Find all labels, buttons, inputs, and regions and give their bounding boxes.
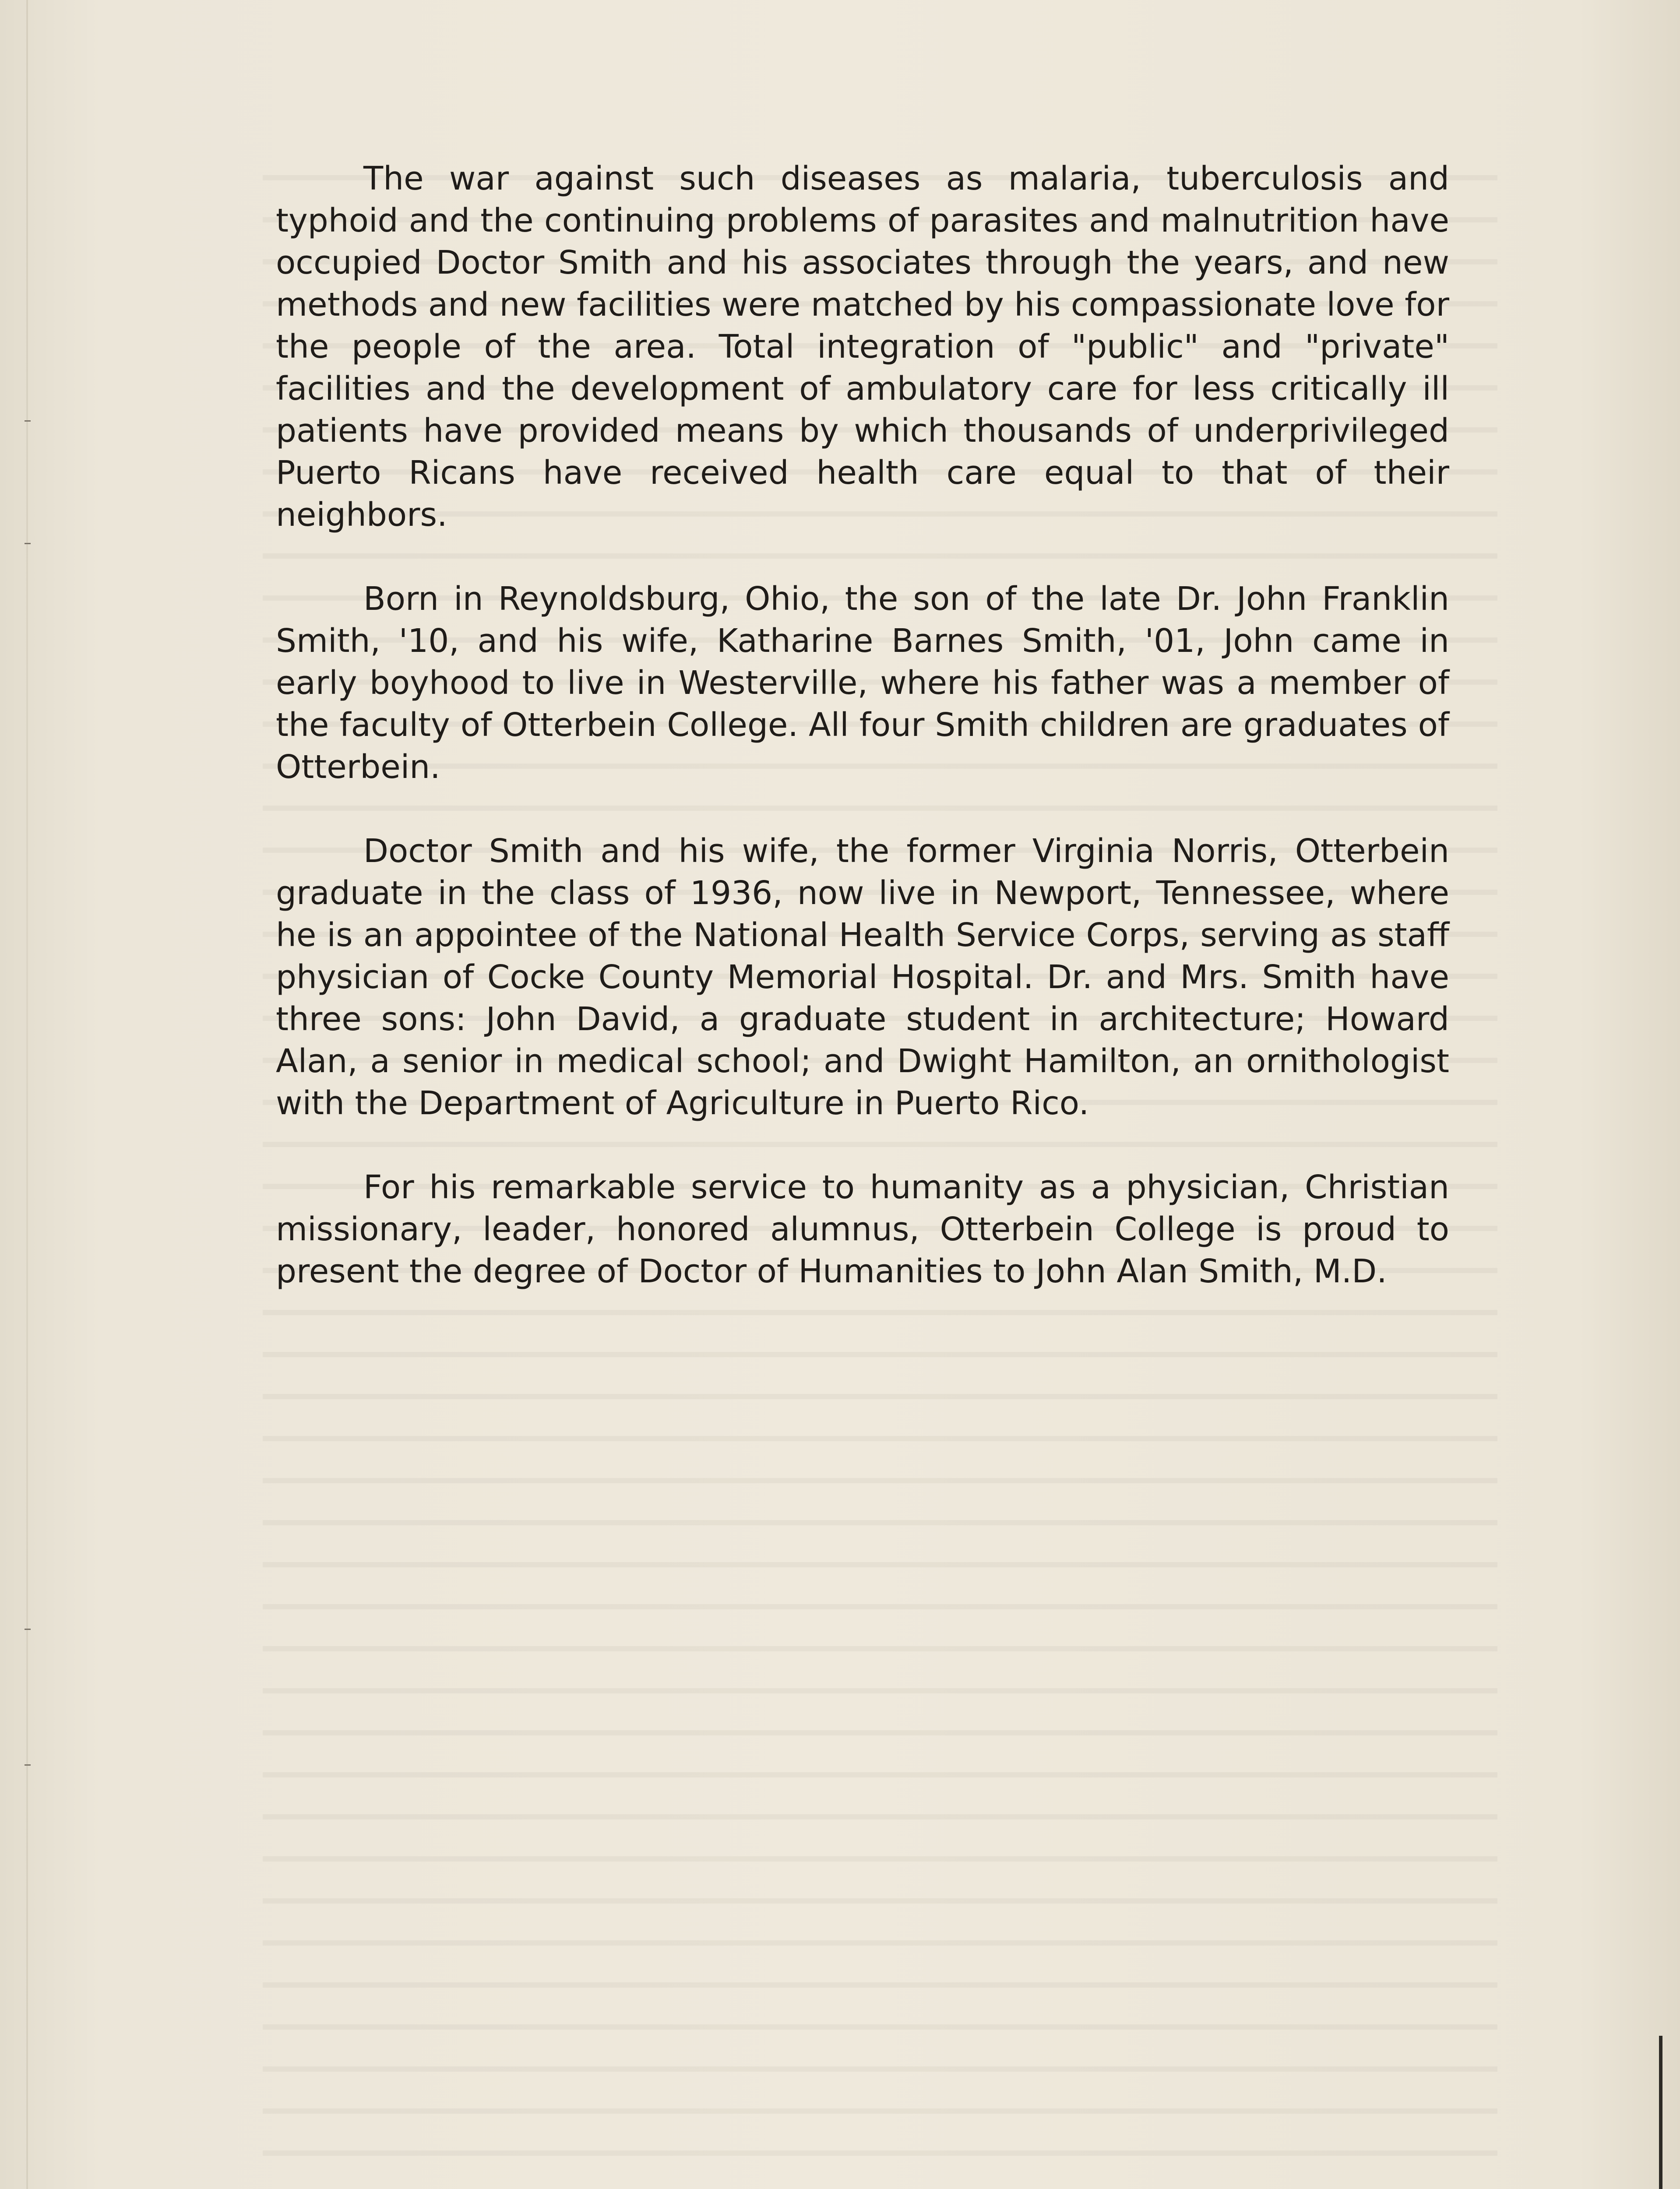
paragraph-biography: Born in Reynoldsburg, Ohio, the son of the late Dr. John Franklin Smith, '10, and his wife, Katharine Barnes Smith, '01, John came in early boyhood to live in Westerville, where his father was a member of the faculty of Otterbein College. All four Smith children are graduates of Otterbein. bbox=[276, 580, 1449, 786]
paragraph-family: Doctor Smith and his wife, the former Virginia Norris, Otterbein graduate in the class of 1936, now live in Newport, Tennessee, where he is an appointee of the National Health Service Corps, serving as staff physician of Cocke County Memorial Hospital. Dr. and Mrs. Smith have three sons: John David, a graduate student in architecture; Howard Alan, a senior in medical school; and Dwight Hamilton, an ornithologist with the Department of Agriculture in Puerto Rico. bbox=[276, 832, 1449, 1122]
binding-margin bbox=[26, 0, 28, 2189]
paragraph-disease-work: The war against such diseases as malaria, tuberculosis and typhoid and the continuing problems of parasites and malnutrition have occupied Doctor Smith and his associates through the years, and new methods and new facilities were matched by his compassionate love for the people of the area. Total integration of "public" and "private" facilities and the development of ambulatory care for less critically ill patients have provided means by which thousands of underprivileged Puerto Ricans have received health care equal to that of their neighbors. bbox=[276, 160, 1449, 534]
margin-tick bbox=[25, 543, 31, 544]
scan-edge-mark bbox=[1659, 2036, 1662, 2189]
body-text bbox=[276, 158, 1449, 1334]
margin-tick bbox=[25, 420, 31, 422]
paragraph-citation: For his remarkable service to humanity as a physician, Christian missionary, leader, honored alumnus, Otterbein College is proud to present the degree of Doctor of Humanities to John Alan Smith, M.D. bbox=[276, 1168, 1449, 1290]
margin-tick bbox=[25, 1629, 31, 1630]
margin-tick bbox=[25, 1764, 31, 1766]
